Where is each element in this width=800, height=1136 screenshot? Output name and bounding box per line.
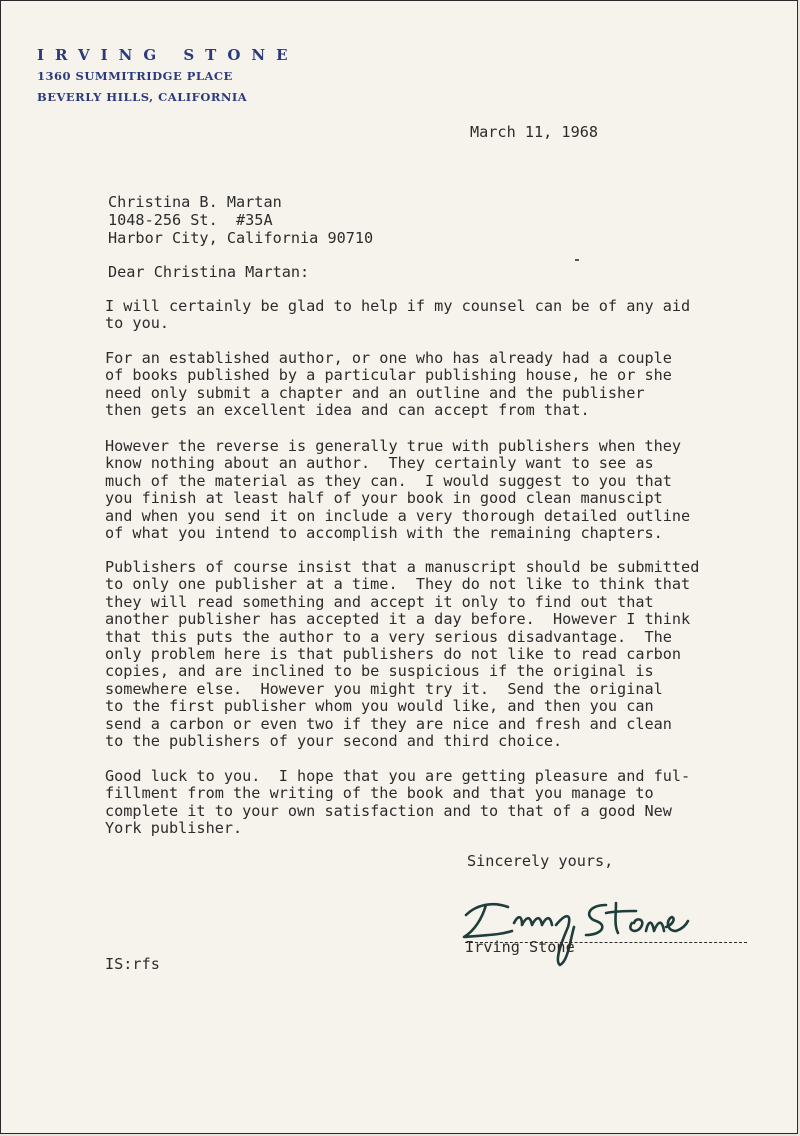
handwritten-signature xyxy=(456,891,696,971)
letterhead-city: BEVERLY HILLS, CALIFORNIA xyxy=(37,90,248,104)
letterhead xyxy=(37,45,299,108)
letterhead-name: IRVING STONE xyxy=(37,46,299,64)
letter-date: March 11, 1968 xyxy=(470,123,599,141)
body-paragraph-3: However the reverse is generally true with publishers when they know nothing about an author. They certainly want to see as much of the material as they can. I would suggest to you that you finish at least half of your book in good clean manuscipt and when you send it on include a very thorough detailed outline of what you intend to accomplish with the remaining chapters. xyxy=(105,437,691,543)
body-paragraph-4: Publishers of course insist that a manuscript should be submitted to only one publisher at a time. They do not like to think that they will read something and accept it only to find out that another publisher has accepted it a day before. However I think that this puts the author to a very serious disadvantage. The only problem here is that publishers do not like to read carbon copies, and are inclined to be suspicious if the original is somewhere else. However you might try it. Send the original to the first publisher whom you would like, and then you can send a carbon or even two if they are nice and fresh and clean to the publishers of your second and third choice. xyxy=(105,558,700,751)
recipient-city: Harbor City, California 90710 xyxy=(108,229,374,247)
body-paragraph-5: Good luck to you. I hope that you are getting pleasure and ful- fillment from the writing of the book and that you manage to complete it to your own satisfaction and to that of a good New York publisher. xyxy=(105,767,691,838)
letterhead-street: 1360 SUMMITRIDGE PLACE xyxy=(37,69,233,83)
reference-initials: IS:rfs xyxy=(105,955,160,973)
recipient-address xyxy=(108,193,373,247)
recipient-street: 1048-256 St. #35A xyxy=(108,211,273,229)
typed-signer-name: Irving Stone xyxy=(465,938,575,956)
body-paragraph-2: For an established author, or one who has already had a couple of books published by a particular publishing house, he or she need only submit a chapter and an outline and the publisher then gets an excellent idea and can accept from that. xyxy=(105,349,672,420)
closing: Sincerely yours, xyxy=(467,852,614,870)
stray-ink-mark xyxy=(575,259,579,261)
recipient-name: Christina B. Martan xyxy=(108,193,282,211)
salutation: Dear Christina Martan: xyxy=(108,263,310,281)
body-paragraph-1: I will certainly be glad to help if my counsel can be of any aid to you. xyxy=(105,297,691,333)
